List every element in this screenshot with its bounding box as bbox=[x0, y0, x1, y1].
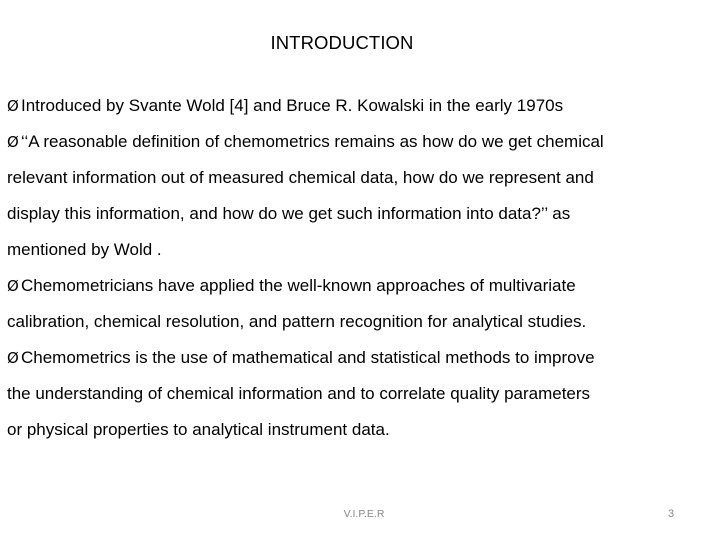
slide-title: INTRODUCTION bbox=[270, 32, 414, 53]
continuation-line: the understanding of chemical information and to correlate quality parameters bbox=[7, 384, 591, 403]
bullet-line-3 bbox=[7, 268, 713, 304]
continuation-line: calibration, chemical resolution, and pattern recognition for analytical studies. bbox=[7, 312, 587, 331]
bullet-line-1 bbox=[7, 88, 713, 124]
bullet-line-2 bbox=[7, 124, 713, 160]
continuation-line: display this information, and how do we get such information into data?’’ as bbox=[7, 204, 571, 223]
continuation-line: mentioned by Wold . bbox=[7, 240, 162, 259]
page-number: 3 bbox=[668, 508, 675, 520]
bullet-line-4 bbox=[7, 340, 713, 376]
arrow-bullet-icon: Ø bbox=[7, 277, 19, 295]
continuation-line: or physical properties to analytical instrument data. bbox=[7, 420, 390, 439]
arrow-bullet-icon: Ø bbox=[7, 349, 19, 367]
bullet-list bbox=[7, 88, 713, 448]
bullet-text-4: Chemometrics is the use of mathematical and statistical methods to improve bbox=[21, 348, 595, 367]
continuation-line: relevant information out of measured chemical data, how do we represent and bbox=[7, 168, 594, 187]
arrow-bullet-icon: Ø bbox=[7, 133, 19, 151]
bullet-text-2: ‘‘A reasonable definition of chemometrics remains as how do we get chemical bbox=[21, 132, 604, 151]
bullet-text-1: Introduced by Svante Wold [4] and Bruce R. Kowalski in the early 1970s bbox=[21, 96, 564, 115]
bullet-text-3: Chemometricians have applied the well-known approaches of multivariate bbox=[21, 276, 576, 295]
footer-text: V.I.P.E.R bbox=[343, 508, 385, 520]
arrow-bullet-icon: Ø bbox=[7, 97, 19, 115]
